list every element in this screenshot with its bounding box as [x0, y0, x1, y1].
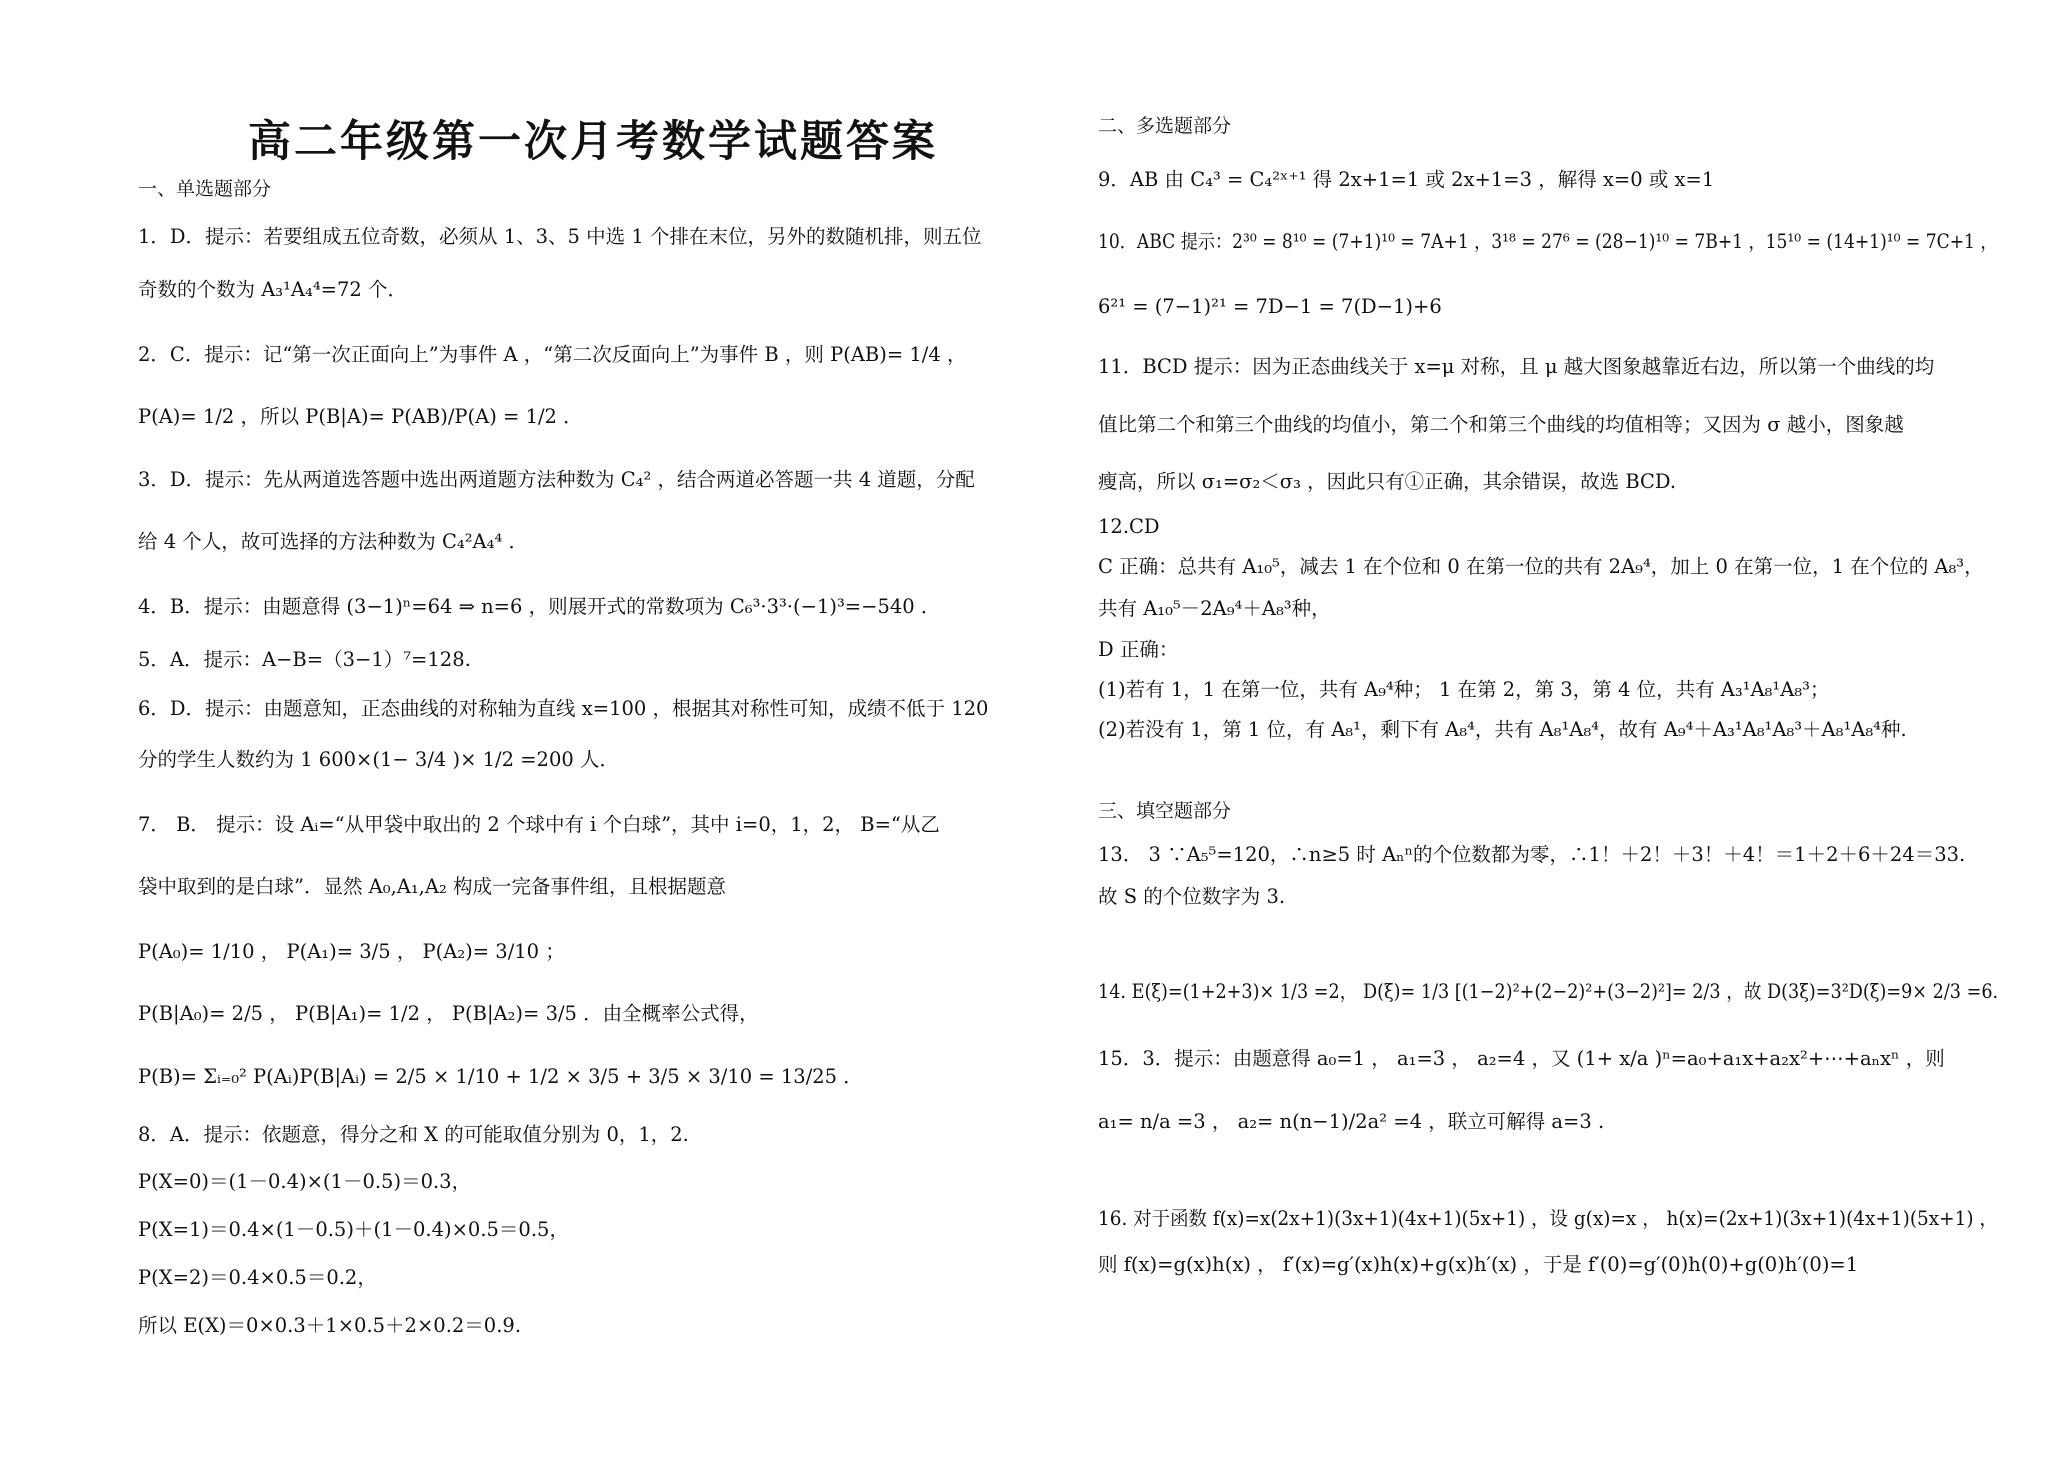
answer-16-line-2: 则 f(x)=g(x)h(x) ， f′(x)=g′(x)h(x)+g(x)h′(x) ，于是 f′(0)=g′(0)h(0)+g(0)h′(0)=1: [1098, 1253, 1859, 1276]
answer-1-line-1: 1．D．提示：若要组成五位奇数，必须从 1、3、5 中选 1 个排在末位，另外的数随机排，则五位: [138, 225, 982, 248]
answer-7-probabilities-b: P(B|A₀)= 2/5 ， P(B|A₁)= 1/2 ， P(B|A₂)= 3/5 ．由全概率公式得，: [138, 1002, 759, 1025]
answer-7-total-probability: P(B)= Σᵢ₌₀² P(Aᵢ)P(B|Aᵢ) = 2/5 × 1/10 + 1/2 × 3/5 + 3/5 × 3/10 = 13/25 ．: [138, 1065, 863, 1088]
section-heading-single-choice: 一、单选题部分: [138, 178, 272, 200]
section-heading-multiple-choice: 二、多选题部分: [1098, 115, 1232, 137]
answer-8-line-1: 8．A．提示：依题意，得分之和 X 的可能取值分别为 0，1，2.: [138, 1123, 689, 1146]
answer-3-line-1: 3．D．提示：先从两道选答题中选出两道题方法种数为 C₄² ，结合两道必答题一共 4 道题，分配: [138, 468, 975, 491]
answer-8-line-3: P(X=1)＝0.4×(1－0.5)＋(1－0.4)×0.5＝0.5，: [138, 1218, 569, 1241]
answer-13-line-2: 故 S 的个位数字为 3.: [1098, 885, 1286, 908]
answer-7-line-1: 7． B． 提示：设 Aᵢ=“从甲袋中取出的 2 个球中有 i 个白球”，其中 i=0，1，2， B=“从乙: [138, 813, 940, 836]
answer-12-line-2: 共有 A₁₀⁵－2A₉⁴＋A₈³种，: [1098, 597, 1331, 620]
answer-12-line-3: D 正确：: [1098, 638, 1179, 661]
answer-7-line-2: 袋中取到的是白球”．显然 A₀,A₁,A₂ 构成一完备事件组，且根据题意: [138, 875, 726, 898]
answer-10-line-2: 6²¹ = (7−1)²¹ = 7D−1 = 7(D−1)+6: [1098, 295, 1442, 318]
answer-15-line-2: a₁= n/a =3 ， a₂= n(n−1)/2a² =4 ，联立可解得 a=3 .: [1098, 1110, 1605, 1133]
answer-4: 4．B．提示：由题意得 (3−1)ⁿ=64 ⇒ n=6 ，则展开式的常数项为 C₆³·3³·(−1)³=−540 ．: [138, 595, 941, 618]
answer-8-line-4: P(X=2)＝0.4×0.5＝0.2，: [138, 1266, 377, 1289]
answer-6-line-2: 分的学生人数约为 1 600×(1− 3/4 )× 1/2 =200 人．: [138, 748, 619, 771]
answer-8-line-2: P(X=0)＝(1－0.4)×(1－0.5)＝0.3，: [138, 1170, 472, 1193]
answer-11-line-2: 值比第二个和第三个曲线的均值小，第二个和第三个曲线的均值相等；又因为 σ 越小，图象越: [1098, 413, 1904, 436]
answer-14: 14. E(ξ)=(1+2+3)× 1/3 =2， D(ξ)= 1/3 [(1−2)²+(2−2)²+(3−2)²]= 2/3 ，故 D(3ξ)=3²D(ξ)=9× 2/3 =6.: [1098, 980, 1999, 1003]
answer-5: 5．A．提示：A−B=（3−1）⁷=128.: [138, 648, 471, 671]
page-title: 高二年级第一次月考数学试题答案: [248, 117, 938, 167]
answer-1-line-2: 奇数的个数为 A₃¹A₄⁴=72 个．: [138, 278, 407, 301]
answer-12-heading: 12.CD: [1098, 515, 1160, 538]
answer-15-line-1: 15．3．提示：由题意得 a₀=1 ， a₁=3 ， a₂=4 ，又 (1+ x/a )ⁿ=a₀+a₁x+a₂x²+⋯+aₙxⁿ ，则: [1098, 1047, 1945, 1070]
answer-13-line-1: 13． 3 ∵A₅⁵=120，∴n≥5 时 Aₙⁿ的个位数都为零，∴1！＋2！＋3！＋4！＝1＋2＋6＋24＝33.: [1098, 843, 1966, 866]
answer-12-line-5: (2)若没有 1，第 1 位，有 A₈¹，剩下有 A₈⁴，共有 A₈¹A₈⁴，故有 A₉⁴＋A₃¹A₈¹A₈³＋A₈¹A₈⁴种.: [1098, 718, 1907, 741]
answer-16-line-1: 16. 对于函数 f(x)=x(2x+1)(3x+1)(4x+1)(5x+1) ，设 g(x)=x ， h(x)=(2x+1)(3x+1)(4x+1)(5x+1) ，: [1098, 1207, 1998, 1230]
answer-2-line-2: P(A)= 1/2 ，所以 P(B|A)= P(AB)/P(A) = 1/2 ．: [138, 405, 583, 428]
answer-2-line-1: 2．C．提示：记“第一次正面向上”为事件 A ，“第二次反面向上”为事件 B ，则 P(AB)= 1/4 ，: [138, 343, 967, 366]
answer-12-line-4: (1)若有 1，1 在第一位，共有 A₉⁴种； 1 在第 2，第 3，第 4 位，共有 A₃¹A₈¹A₈³；: [1098, 678, 1830, 701]
answer-11-line-1: 11．BCD 提示：因为正态曲线关于 x=μ 对称，且 μ 越大图象越靠近右边，所以第一个曲线的均: [1098, 355, 1935, 378]
answer-11-line-3: 瘦高，所以 σ₁=σ₂＜σ₃ ，因此只有①正确，其余错误，故选 BCD.: [1098, 470, 1677, 493]
section-heading-fill-in: 三、填空题部分: [1098, 800, 1232, 822]
answer-10-line-1: 10．ABC 提示：2³⁰ = 8¹⁰ = (7+1)¹⁰ = 7A+1 ，3¹⁸ = 27⁶ = (28−1)¹⁰ = 7B+1 ，15¹⁰ = (14+1)¹⁰ = 7C+1 ，: [1098, 230, 1998, 253]
answer-8-line-5: 所以 E(X)＝0×0.3＋1×0.5＋2×0.2＝0.9.: [138, 1314, 522, 1337]
answer-6-line-1: 6．D．提示：由题意知，正态曲线的对称轴为直线 x=100 ，根据其对称性可知，成绩不低于 120: [138, 697, 989, 720]
answer-3-line-2: 给 4 个人，故可选择的方法种数为 C₄²A₄⁴ ．: [138, 530, 528, 553]
answer-9: 9．AB 由 C₄³ = C₄²ˣ⁺¹ 得 2x+1=1 或 2x+1=3 ，解得 x=0 或 x=1: [1098, 168, 1715, 191]
answer-12-line-1: C 正确：总共有 A₁₀⁵，减去 1 在个位和 0 在第一位的共有 2A₉⁴，加上 0 在第一位，1 在个位的 A₈³，: [1098, 555, 1984, 578]
answer-7-probabilities-a: P(A₀)= 1/10 ， P(A₁)= 3/5 ， P(A₂)= 3/10 ；: [138, 940, 565, 963]
